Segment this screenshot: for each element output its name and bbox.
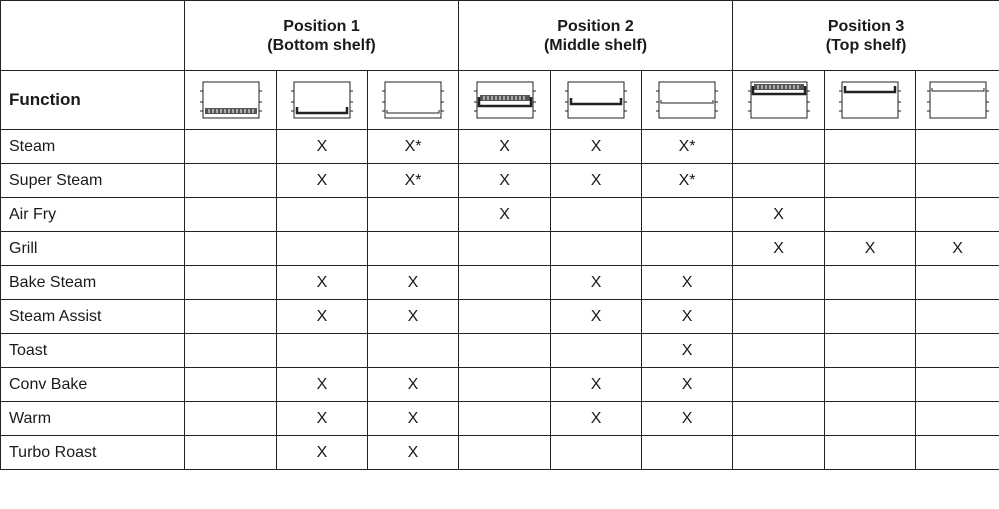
function-name: Turbo Roast [1,436,185,470]
position-3-title: Position 3 [827,17,905,35]
table-cell [825,198,916,232]
table-cell: X [551,368,642,402]
table-cell [277,232,368,266]
table-cell [825,130,916,164]
middle-shelf-steam-tray-icon [564,78,628,122]
icon-cell [825,71,916,130]
table-cell [277,334,368,368]
table-cell [733,266,825,300]
table-cell [459,334,551,368]
table-cell: X [459,198,551,232]
icon-cell [368,71,459,130]
table-cell: X [277,164,368,198]
icon-header-row [1,71,999,130]
table-row [1,334,999,368]
table-cell [277,198,368,232]
icon-cell [916,71,999,130]
table-cell [185,266,277,300]
position-2-subtitle: (Middle shelf) [543,36,648,54]
table-cell [642,436,733,470]
table-cell [551,334,642,368]
table-cell: X [277,300,368,334]
table-cell [825,300,916,334]
function-name: Grill [1,232,185,266]
table-cell: X [551,266,642,300]
table-row [1,368,999,402]
icon-cell [185,71,277,130]
table-cell: X [459,164,551,198]
table-cell [916,130,999,164]
function-name: Bake Steam [1,266,185,300]
table-cell: X [368,402,459,436]
table-cell: X* [642,164,733,198]
table-cell [825,402,916,436]
table-cell: X [733,198,825,232]
table-cell: X [642,334,733,368]
table-cell: X [277,368,368,402]
table-cell: X [368,436,459,470]
table-cell: X [368,368,459,402]
position-header-row [1,1,999,71]
bottom-shelf-steam-tray-icon [290,78,354,122]
top-shelf-grill-rack-on-tray-icon [747,78,811,122]
table-cell [459,436,551,470]
table-cell [185,402,277,436]
table-cell [459,266,551,300]
middle-shelf-flat-tray-icon [655,78,719,122]
table-cell: X [551,300,642,334]
function-name: Air Fry [1,198,185,232]
table-row [1,130,999,164]
table-cell [185,130,277,164]
table-cell [916,334,999,368]
table-cell [733,334,825,368]
table-cell: X [916,232,999,266]
table-cell [185,300,277,334]
table-cell: X [825,232,916,266]
table-cell [185,436,277,470]
icon-cell [459,71,551,130]
icon-cell [551,71,642,130]
icon-cell [733,71,825,130]
position-3-subtitle: (Top shelf) [825,36,907,54]
table-cell: X [459,130,551,164]
table-cell [916,402,999,436]
position-1-header [185,1,459,71]
table-cell [642,232,733,266]
table-cell [551,232,642,266]
table-row [1,164,999,198]
table-cell [368,232,459,266]
corner-cell [1,1,185,71]
table-cell [916,266,999,300]
table-cell [368,198,459,232]
table-cell [185,232,277,266]
table-cell: X [277,402,368,436]
position-2-title: Position 2 [557,17,634,35]
table-cell: X* [642,130,733,164]
icon-cell [277,71,368,130]
function-column-header: Function [1,71,185,130]
table-cell [459,402,551,436]
table-cell: X [642,266,733,300]
table-cell [185,334,277,368]
table-cell: X* [368,130,459,164]
table-row [1,232,999,266]
table-cell [916,164,999,198]
icon-cell [642,71,733,130]
table-cell: X [277,266,368,300]
function-name: Super Steam [1,164,185,198]
function-name: Steam [1,130,185,164]
bottom-shelf-grill-rack-icon [199,78,263,122]
table-cell: X [733,232,825,266]
table-cell: X [368,266,459,300]
table-row [1,436,999,470]
top-shelf-steam-tray-icon [838,78,902,122]
table-cell [916,300,999,334]
table-cell [733,300,825,334]
position-3-header [733,1,999,71]
position-2-header [459,1,733,71]
middle-shelf-grill-rack-on-tray-icon [473,78,537,122]
table-cell [825,368,916,402]
table-cell [551,198,642,232]
position-1-subtitle: (Bottom shelf) [267,36,376,54]
table-cell [642,198,733,232]
table-cell [916,368,999,402]
table-cell: X* [368,164,459,198]
table-row [1,198,999,232]
table-cell [825,436,916,470]
table-cell [825,334,916,368]
table-cell [825,266,916,300]
top-shelf-flat-tray-icon [926,78,990,122]
table-cell [459,368,551,402]
table-cell [185,368,277,402]
table-cell [825,164,916,198]
table-cell: X [277,436,368,470]
table-cell [733,436,825,470]
table-cell: X [642,300,733,334]
table-cell [459,232,551,266]
table-cell [551,436,642,470]
function-name: Toast [1,334,185,368]
table-cell [916,198,999,232]
function-name: Conv Bake [1,368,185,402]
position-1-title: Position 1 [283,17,360,35]
table-cell: X [551,164,642,198]
table-cell: X [277,130,368,164]
table-cell [733,368,825,402]
table-cell [185,164,277,198]
function-name: Warm [1,402,185,436]
table-cell: X [642,368,733,402]
table-row [1,402,999,436]
function-name: Steam Assist [1,300,185,334]
table-cell [185,198,277,232]
table-cell [733,130,825,164]
table-row [1,266,999,300]
bottom-shelf-flat-tray-icon [381,78,445,122]
table-cell [733,402,825,436]
table-cell: X [551,402,642,436]
table-cell: X [642,402,733,436]
table-cell: X [368,300,459,334]
table-cell [459,300,551,334]
table-cell: X [551,130,642,164]
table-cell [368,334,459,368]
table-row [1,300,999,334]
table-cell [733,164,825,198]
table-cell [916,436,999,470]
